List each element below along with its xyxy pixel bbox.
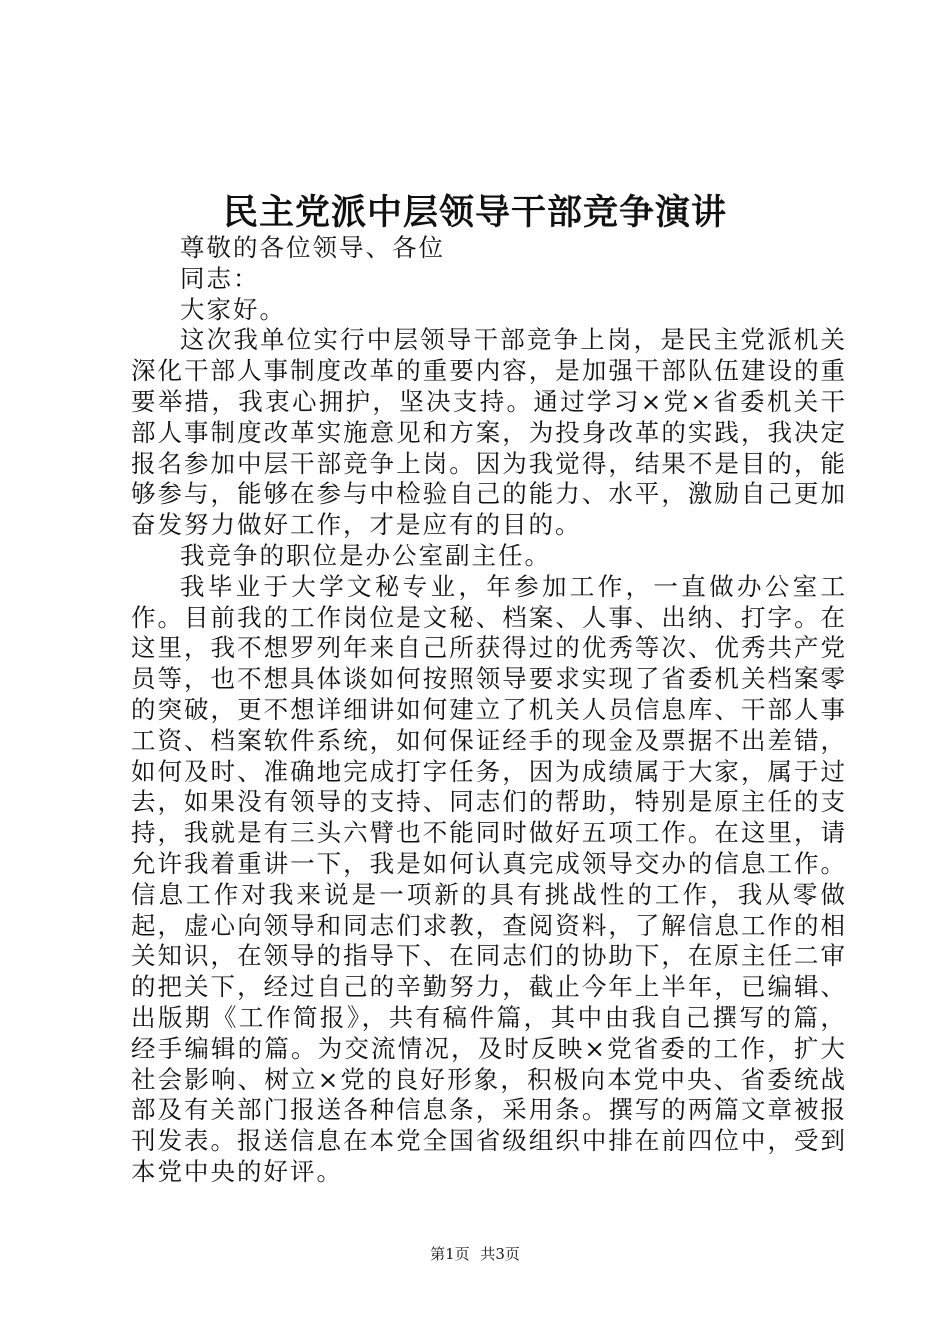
body-paragraph: 我毕业于大学文秘专业，年参加工作，一直做办公室工作。目前我的工作岗位是文秘、档案、人事、出纳、打字。在这里，我不想罗列年来自己所获得过的优秀等次、优秀共产党员等，也不想具体谈如何按照领导要求实现了省委机关档案零的突破，更不想详细讲如何建立了机关人员信息库、干部人事工资、档案软件系统，如何保证经手的现金及票据不出差错，如何及时、准确地完成打字任务，因为成绩属于大家，属于过去，如果没有领导的支持、同志们的帮助，特别是原主任的支持，我就是有三头六臂也不能同时做好五项工作。在这里，请允许我着重讲一下，我是如何认真完成领导交办的信息工作。信息工作对我来说是一项新的具有挑战性的工作，我从零做起，虚心向领导和同志们求教，查阅资料，了解信息工作的相关知识，在领导的指导下、在同志们的协助下，在原主任二审的把关下，经过自己的辛勤努力，截止今年上半年，已编辑、出版期《工作简报》，共有稿件篇，其中由我自己撰写的篇，经手编辑的篇。为交流情况，及时反映×党省委的工作，扩大社会影响、树立×党的良好形象，积极向本党中央、省委统战部及有关部门报送各种信息条，采用条。撰写的两篇文章被报刊发表。报送信息在本党全国省级组织中排在前四位中，受到本党中央的好评。 — [131, 571, 847, 1186]
page-number: 第1页 — [430, 1245, 470, 1263]
page-footer — [0, 1243, 950, 1264]
salutation-line: 尊敬的各位领导、各位 — [180, 233, 445, 262]
page-total: 共3页 — [480, 1245, 520, 1263]
document-body — [131, 233, 847, 1188]
page-title: 民主党派中层领导干部竞争演讲 — [222, 192, 727, 233]
salutation-line: 同志： — [180, 263, 260, 293]
body-paragraph: 我竞争的职位是办公室副主任。 — [180, 540, 551, 570]
body-paragraph: 这次我单位实行中层领导干部竞争上岗，是民主党派机关深化干部人事制度改革的重要内容，是加强干部队伍建设的重要举措，我衷心拥护，坚决支持。通过学习×党×省委机关干部人事制度改革实施意见和方案，为投身改革的实践，我决定报名参加中层干部竞争上岗。因为我觉得，结果不是目的，能够参与，能够在参与中检验自己的能力、水平，激励自己更加奋发努力做好工作，才是应有的目的。 — [131, 325, 847, 540]
greeting-paragraph: 大家好。 — [180, 294, 286, 324]
